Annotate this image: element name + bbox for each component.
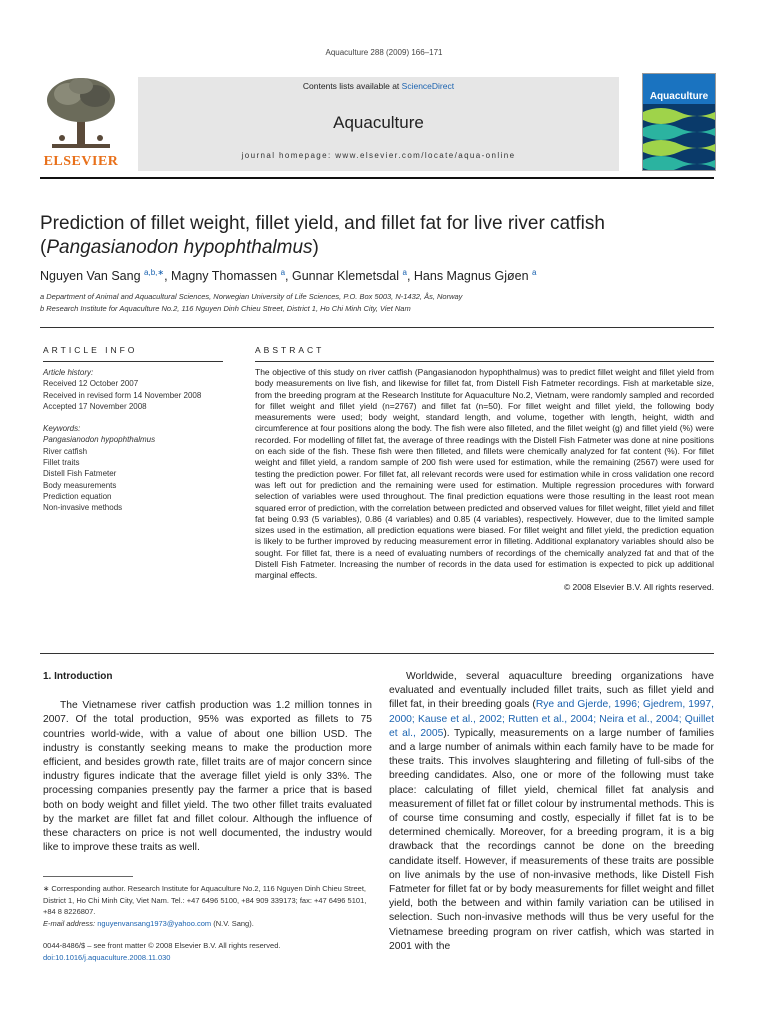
keyword-item: Fillet traits [43, 458, 80, 468]
para2-text-end: ). Typically, measurements on a large number of families and a large number of animals within each family have to be made for these traits. This involves slaughtering and filleting of full-sibs of the breeding candidates. Also, one or more of the following must take place: calculating of fillet yield, chemical fillet fat analysis and measurement of fillet fat or fillet colour by instrumental methods. This is of course time consuming and costly, especially if fillet fat is to be determined chemically. Moreover, for a breeding program, it is a big drawback that the recordings cannot be done on the breeding candidate itself. However, if measurements of these traits are possible on live animals by the use of non-invasive methods, like Distell Fish Fatmeter for fillet fat or by body measurements for fillet weight and fillet yield, both the between and within family variation can be utilised in selection. Such non-invasive methods will thus be very useful for the Vietnamese breeding program on river catfish, which was started in 2001 with the [389, 727, 715, 952]
corresponding-author-footnote [43, 883, 372, 929]
elsevier-logo [40, 74, 122, 170]
header-divider [40, 177, 714, 179]
author-name: Nguyen Van Sang [40, 269, 141, 284]
footnote-divider [43, 876, 133, 877]
author-separator: , [285, 269, 292, 284]
journal-cover-image [642, 73, 716, 171]
keyword-item: Pangasianodon hypophthalmus [43, 435, 156, 445]
title-paren-close: ) [312, 237, 319, 258]
journal-citation: Aquaculture 288 (2009) 166–171 [325, 48, 443, 57]
author-affil-mark[interactable]: a,b,∗ [144, 268, 165, 277]
keyword-item: Distell Fish Fatmeter [43, 469, 117, 479]
author-name: Hans Magnus Gjøen [413, 269, 529, 284]
email-suffix: (N.V. Sang). [211, 918, 254, 928]
cover-title: Aquaculture [643, 90, 715, 104]
history-item: Accepted 17 November 2008 [43, 401, 147, 411]
contents-line [138, 81, 619, 91]
article-info [43, 367, 223, 514]
intro-paragraph-1: The Vietnamese river catfish production was 1.2 million tonnes in 2007. Of the total production, 95% was exported as fillets to 75 countries world-wide, with a value of about one billion USD. The industry is constantly seeking means to make the production more efficient, and besides growth rate, fillet traits are of major concern since industry figures indicate that the average fillet yield is only 33%. The processing companies presently pay the farmer a price that is based both on body weight and fillet yield. The two other fillet traits evaluated by the market are fillet fat and fillet colour. Although the influence of these characters on price is not well documented, the industry would like to improve these traits as well. [43, 700, 372, 854]
author[interactable] [171, 269, 292, 283]
author-list [40, 268, 714, 283]
article-info-heading: ARTICLE INFO [43, 345, 138, 355]
sciencedirect-link[interactable]: ScienceDirect [401, 81, 455, 91]
intro-right-column [389, 670, 714, 954]
para2-text-start: Worldwide, several aquaculture breeding organizations have evaluated and eventually included fillet traits, such as fillet yield and fillet fat, in their breeding goals ( [389, 671, 714, 711]
author-name: Gunnar Klemetsdal [292, 269, 400, 284]
author[interactable] [292, 269, 414, 283]
email-link[interactable]: nguyenvansang1973@yahoo.com [97, 918, 212, 928]
title-line-1: Prediction of fillet weight, fillet yield, and fillet fat for live river catfish [40, 213, 605, 234]
journal-header [138, 77, 619, 171]
history-item: Received in revised form 14 November 2008 [43, 390, 202, 400]
issn-line: 0044-8486/$ – see front matter © 2008 Elsevier B.V. All rights reserved. [43, 941, 281, 950]
affiliation-b: b Research Institute for Aquaculture No.2, 116 Nguyen Dinh Chieu Street, District 1, Ho Chi Minh City, Viet Nam [40, 304, 411, 313]
author-separator: , [164, 269, 172, 284]
author-separator: , [406, 269, 414, 284]
journal-title: Aquaculture [333, 113, 424, 132]
footnote-email [43, 918, 372, 930]
elsevier-wordmark: ELSEVIER [43, 154, 119, 169]
abstract-body [255, 367, 714, 593]
article-title [40, 212, 714, 260]
abstract-divider [255, 361, 714, 362]
keyword-item: River catfish [43, 446, 88, 456]
intro-heading: 1. Introduction [43, 671, 113, 682]
keywords-label: Keywords: [43, 424, 81, 434]
keyword-item: Non-invasive methods [43, 503, 123, 513]
author-affil-mark[interactable]: a [532, 268, 537, 277]
history-label: Article history: [43, 368, 94, 377]
elsevier-tree-icon [40, 74, 122, 154]
email-label: E-mail address: [43, 918, 98, 928]
cover-pattern-icon [643, 104, 715, 170]
title-line-2 [40, 236, 714, 260]
abstract-heading: ABSTRACT [255, 345, 325, 355]
author[interactable] [414, 269, 537, 283]
affiliation-a: a Department of Animal and Aquacultural Sciences, Norwegian University of Life Sciences, P.O. Box 5003, N-1432, Ås, Norway [40, 292, 463, 301]
title-paren-open: ( [40, 237, 47, 258]
keyword-item: Prediction equation [43, 491, 112, 501]
author[interactable] [40, 269, 171, 283]
species-name: Pangasianodon hypophthalmus [46, 237, 313, 258]
journal-homepage[interactable]: journal homepage: www.elsevier.com/locate/aqua-online [241, 151, 516, 160]
front-matter-note [43, 940, 372, 963]
author-name: Magny Thomassen [171, 269, 278, 284]
intro-left-column [43, 670, 372, 855]
keyword-item: Body measurements [43, 480, 117, 490]
author-affil-mark[interactable]: a [280, 268, 286, 277]
intro-paragraph-2 [389, 670, 714, 954]
citation-refs-link[interactable]: Rye and Gjerde, 1996; Gjedrem, 1997, 2000; Kause et al., 2002; Rutten et al., 2004; Neira et al., 2004; Quillet et al., 2005 [389, 699, 714, 739]
info-divider [43, 361, 223, 362]
author-affil-mark[interactable]: a [402, 268, 407, 277]
history-item: Received 12 October 2007 [43, 379, 139, 389]
affiliation-divider [40, 327, 714, 328]
abstract-paragraph: The objective of this study on river catfish (Pangasianodon hypophthalmus) was to predict fillet weight and fillet yield from body measurements on live fish, and likewise for fillet fat, from Distell Fish Fatmeter recordings. Fish at marketable size, from the breeding program at the Research Institute for Aquaculture No.2, Vietnam, were randomly sampled and recorded for fillet weight and fillet yield (n=2767) and fillet fat (n=50). For fillet weight and fillet yield, the following body measurements were used; body weight, standard length, and volume, together with length, height, width and circumference at four positions along the body. The fish were also filleted, and the fillet weight (g) and fillet yield (%) were recorded. For modelling of fillet fat, the average of three readings with the Distell Fish Fatmeter was done at nine positions on each side of the fish. These fish were then filleted, and fillets were chemically analyzed for fat content (%). For fillet weight and fillet yield, a random sample of 200 fish were used for estimation, while the remaining (2567) were used for testing the prediction power. For fillet fat, all relevant records were used for estimation while in cross validation one record was left out for prediction and the remaining were used for estimation. Multiple regression procedures with forward selection of variables were used throughout. The final prediction equations were those resulting in the least root mean squared error of prediction, with the correlation between predicted and observed values for fillet weight, fillet yield and fillet fat being 0.93 (5 variables), 0.86 (4 variables) and 0.85 (4 variables), respectively. However, due to the limited sample sizes used in the estimation, all prediction equations were biased. For fillet weight and fillet yield, the prediction equation is likely to be further improved by reducing measurement error in filleting. Additional explanatory variables should also be sought. For fillet fat, there is a need of evaluating numbers of recordings of the chemically analyzed fat and that of the Distell Fish Fatmeter. Increasing the number of records in the data used for estimation is expected to pick up additional marginal effects. [255, 367, 714, 581]
doi-link[interactable]: doi:10.1016/j.aquaculture.2008.11.030 [43, 952, 171, 962]
abstract-end-divider [40, 653, 714, 654]
abstract-copyright: © 2008 Elsevier B.V. All rights reserved. [563, 581, 714, 592]
footnote-text: ∗ Corresponding author. Research Institute for Aquaculture No.2, 116 Nguyen Dinh Chieu Street, District 1, Ho Chi Minh City, Viet Nam. Tel.: +47 6496 5100, +84 909 339173; fax: +47 6496 5101, +84 8 8226807. [43, 884, 367, 916]
contents-prefix: Contents lists available at [302, 81, 402, 91]
